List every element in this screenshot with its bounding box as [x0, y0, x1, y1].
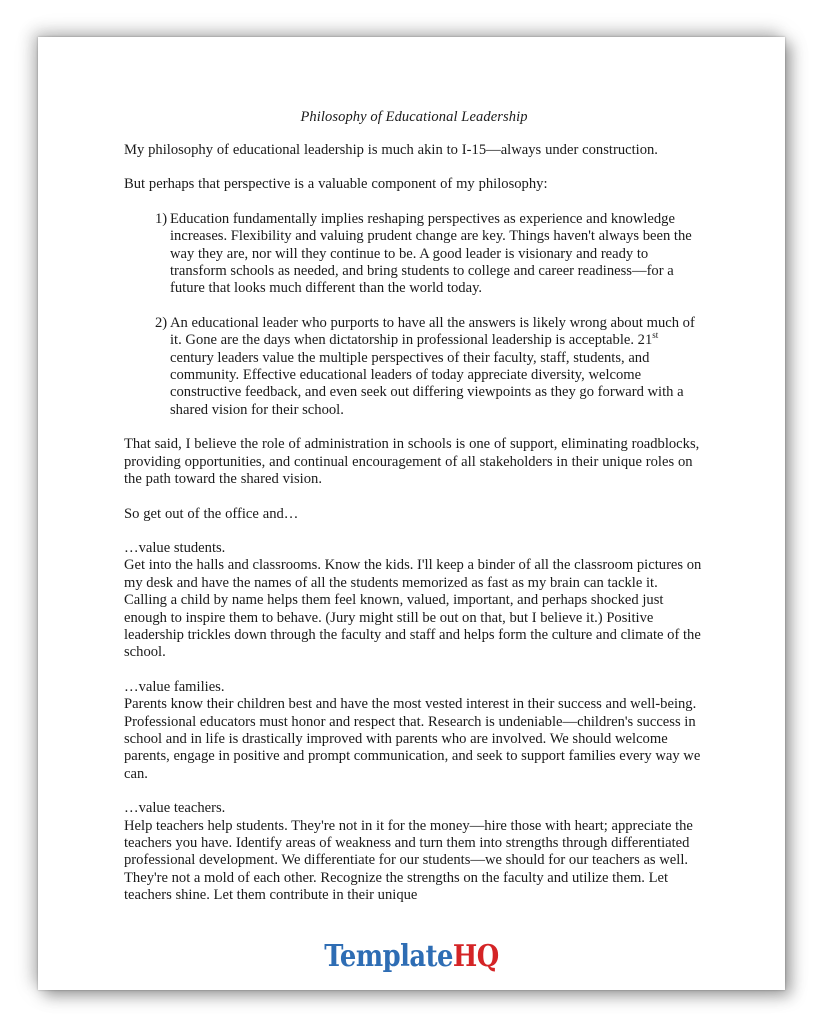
ordinal-suffix: st: [652, 330, 659, 341]
section-value-teachers: [124, 800, 704, 904]
list-item-text-after: century leaders value the multiple perspectives of their faculty, staff, students, and community. Effective educational leaders of today appreciate diversity, welcome constructive feedback, and even seek out differing viewpoints as they go forward with a shared vision for their school.: [170, 349, 684, 418]
mid-paragraph-2: So get out of the office and…: [124, 505, 299, 522]
list-item: [124, 211, 704, 298]
footer-logo: [38, 940, 785, 974]
intro-paragraph-1: My philosophy of educational leadership is much akin to I-15—always under construction.: [124, 142, 658, 158]
mid-paragraph-1: That said, I believe the role of administration in schools is one of support, eliminating roadblocks, providing opportunities, and continual encouragement of all stakeholders in their unique roles on the path toward the shared vision.: [124, 436, 700, 488]
list-item-marker: 2): [155, 314, 168, 331]
section-heading: …value families.: [124, 678, 225, 695]
section-value-families: [124, 679, 704, 783]
document-page: [38, 37, 785, 990]
intro-paragraph-2: But perhaps that perspective is a valuable component of my philosophy:: [124, 176, 548, 193]
document-content: [124, 109, 704, 922]
templatehq-logo: [324, 940, 499, 974]
logo-text-hq: HQ: [452, 939, 499, 974]
section-body: Parents know their children best and have the most vested interest in their success and well-being. Professional educators must honor and respect that. Research is undeniable—children's success in school and in life is drastically improved with parents who are involved. We should welcome parents, engage in positive and prompt communication, and seek to support families every way we can.: [124, 696, 701, 782]
logo-text-template: Template: [324, 939, 453, 974]
list-item-text: [170, 315, 704, 419]
list-item-text: [170, 211, 704, 298]
section-body: Get into the halls and classrooms. Know the kids. I'll keep a binder of all the classroom pictures on my desk and have the names of all the students memorized as fast as my brain can tackle it. Calling a child by name helps them feel known, valued, important, and perhaps shocked just enough to inspire them to behave. (Jury might still be out on that, but I believe it.) Positive leadership trickles down through the faculty and staff and helps form the culture and climate of the school.: [124, 557, 702, 661]
numbered-list: [124, 211, 704, 419]
list-item-text-before: An educational leader who purports to have all the answers is likely wrong about much of it. Gone are the days when dictatorship in professional leadership is acceptable. 21: [170, 314, 695, 349]
section-heading: …value teachers.: [124, 800, 226, 817]
list-item-text-before: Education fundamentally implies reshaping perspectives as experience and knowledge increases. Flexibility and valuing prudent change are key. Things haven't always been the way they are, nor will they continue to be. A good leader is visionary and ready to transform schools as needed, and bring students to college and career readiness—for a future that looks much different than the world today.: [170, 210, 692, 297]
section-value-students: [124, 540, 704, 662]
section-heading: …value students.: [124, 539, 226, 556]
page-title: Philosophy of Educational Leadership: [300, 109, 528, 125]
section-body: Help teachers help students. They're not in it for the money—hire those with heart; appreciate the teachers you have. Identify areas of weakness and turn them into strengths through differentiated professional development. We differentiate for our students—we should for our teachers as well. They're not a mold of each other. Recognize the strengths on the faculty and utilize them. Let teachers shine. Let them contribute in their unique: [124, 817, 693, 904]
list-item: [124, 315, 704, 419]
list-item-marker: 1): [155, 210, 168, 227]
